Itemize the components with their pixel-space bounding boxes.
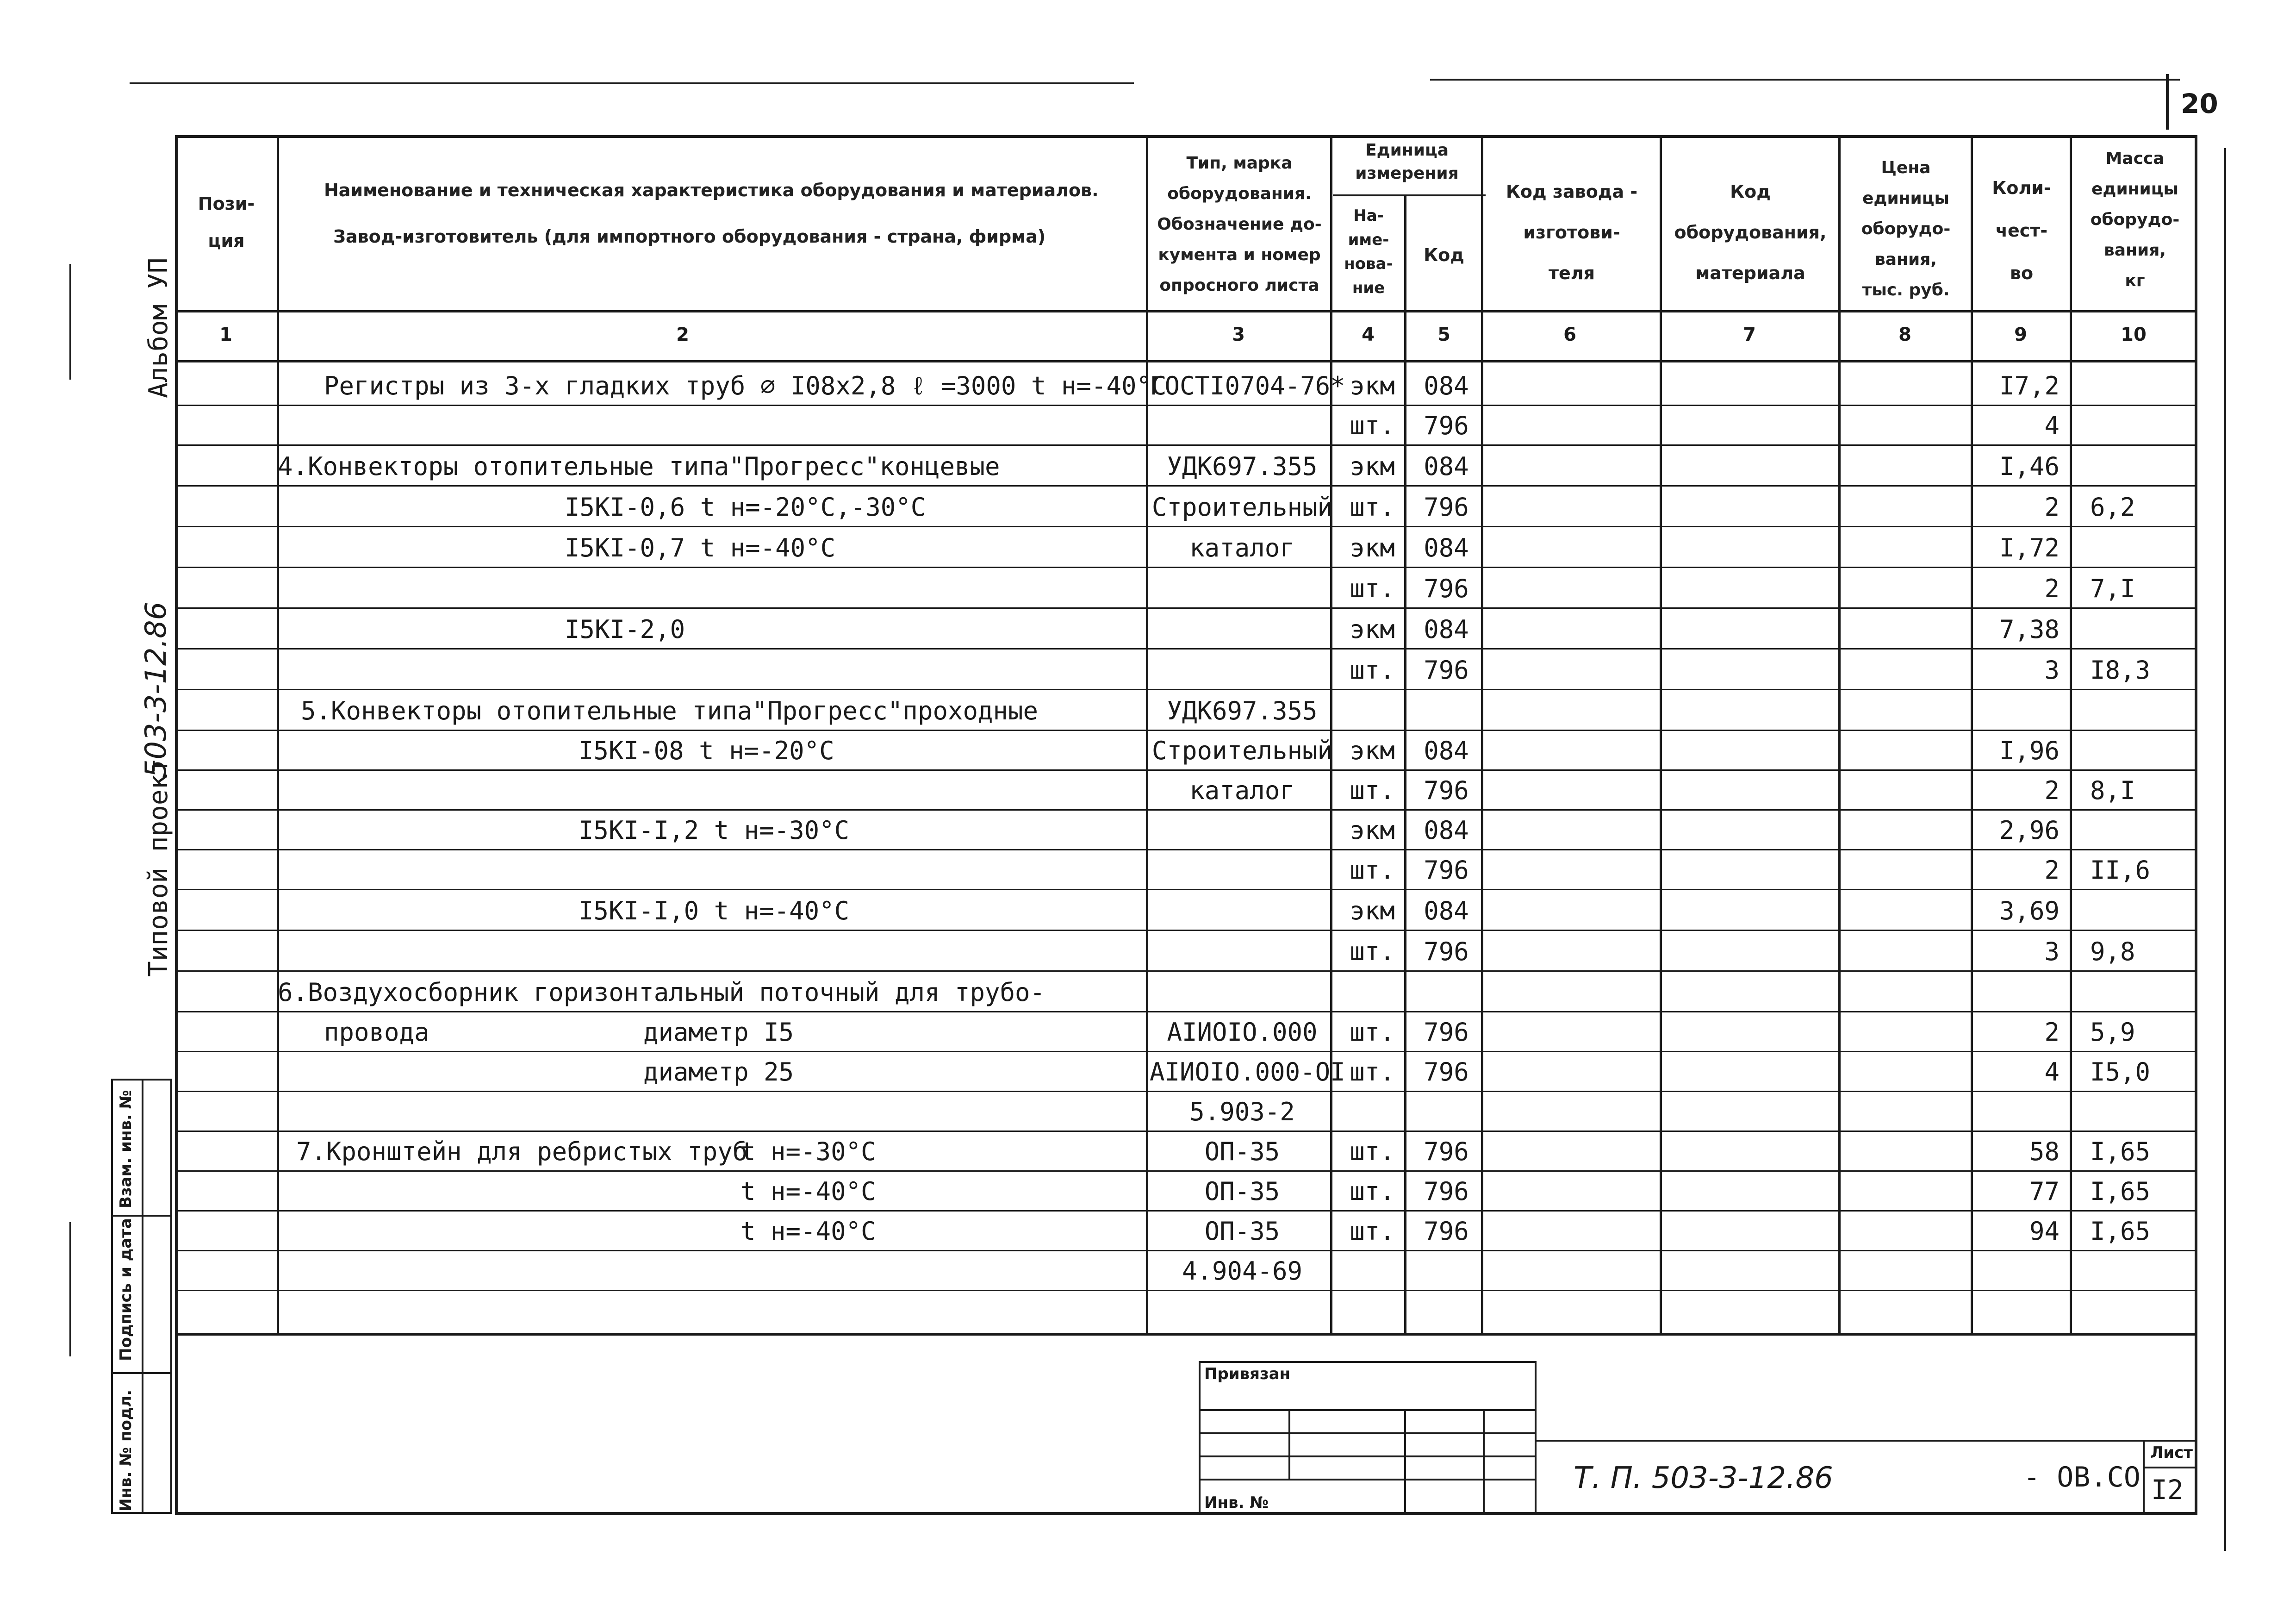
item-unit-code: 796	[1424, 1177, 1469, 1206]
item-mass: I8,3	[2090, 656, 2151, 685]
table-row	[0, 1218, 2296, 1258]
item-unit-name: шт.	[1350, 1137, 1395, 1166]
item-unit-name: экм	[1350, 736, 1395, 765]
item-document: ОП-35	[1204, 1137, 1280, 1166]
table-row	[0, 616, 2296, 656]
item-mass: 9,8	[2090, 937, 2135, 966]
item-unit-code: 796	[1424, 776, 1469, 805]
unit-subheader-rule	[1333, 194, 1486, 196]
table-row	[0, 697, 2296, 738]
item-document: 5.903-2	[1189, 1097, 1295, 1126]
item-quantity: 4	[2044, 411, 2060, 440]
item-unit-code: 796	[1424, 856, 1469, 885]
header-price: Цена единицы оборудо- вания, тыс. руб.	[1861, 158, 1951, 300]
item-quantity: 2,96	[1999, 816, 2060, 845]
table-row	[0, 372, 2296, 413]
item-document: УДК697.355	[1167, 696, 1318, 725]
title-block-rule	[1537, 1440, 2197, 1442]
table-row	[0, 1058, 2296, 1099]
table-row	[0, 1178, 2296, 1218]
item-quantity: I,72	[1999, 533, 2060, 562]
item-unit-code: 084	[1424, 896, 1469, 925]
item-name: провода	[324, 1018, 429, 1047]
colnum-1: 1	[219, 324, 232, 345]
item-mass: 8,I	[2090, 776, 2135, 805]
item-name: 6.Воздухосборник горизонтальный поточный для трубо-	[278, 978, 1045, 1007]
item-mass: II,6	[2090, 856, 2151, 885]
header-unit-name: На- име- нова- ние	[1344, 206, 1393, 297]
item-document: каталог	[1189, 533, 1295, 562]
item-quantity: 2	[2044, 574, 2060, 603]
header-unit-code: Код	[1424, 245, 1464, 265]
table-row	[0, 534, 2296, 575]
item-quantity: 2	[2044, 1018, 2060, 1047]
item-unit-code: 796	[1424, 1018, 1469, 1047]
table-row	[0, 656, 2296, 697]
item-quantity: I7,2	[1999, 371, 2060, 400]
item-mass: I,65	[2090, 1217, 2151, 1246]
item-unit-name: шт.	[1350, 574, 1395, 603]
item-document: ОП-35	[1204, 1217, 1280, 1246]
item-document: Строительный	[1151, 736, 1333, 765]
colnum-8: 8	[1898, 324, 1911, 345]
item-unit-name: шт.	[1350, 937, 1395, 966]
table-row	[0, 453, 2296, 493]
table-row	[0, 938, 2296, 979]
document-suffix: - ОВ.СО	[2023, 1461, 2140, 1493]
header-position: Пози- ция	[198, 194, 255, 251]
item-mass: I5,0	[2090, 1057, 2151, 1087]
header-factory-code: Код завода - изготови- теля	[1506, 181, 1638, 283]
item-name: 7.Кронштейн для ребристых труб	[296, 1137, 748, 1166]
table-row	[0, 777, 2296, 818]
item-name: I5KI-0,7 t н=-40°С	[565, 533, 836, 562]
table-row	[0, 897, 2296, 938]
item-quantity: 3	[2044, 656, 2060, 685]
bound-stamp	[1199, 1361, 1537, 1514]
colnum-6: 6	[1563, 324, 1576, 345]
colnum-2: 2	[676, 324, 689, 345]
header-equipment-code: Код оборудования, материала	[1674, 181, 1827, 283]
item-name: 5.Конвекторы отопительные типа"Прогресс"проходные	[301, 696, 1039, 725]
header-mass: Масса единицы оборудо- вания, кг	[2090, 149, 2180, 290]
item-mass: I,65	[2090, 1137, 2151, 1166]
item-document: ОП-35	[1204, 1177, 1280, 1206]
item-name: I5KI-I,2 t н=-30°С	[579, 816, 850, 845]
table-row	[0, 493, 2296, 534]
header-bottom-rule	[175, 310, 2197, 312]
item-name: I5KI-2,0	[565, 615, 685, 644]
stamp-label-replace: Взам. инв. №	[117, 1090, 135, 1208]
table-row	[0, 412, 2296, 453]
item-unit-code: 796	[1424, 493, 1469, 522]
item-unit-code: 084	[1424, 816, 1469, 845]
item-unit-code: 084	[1424, 371, 1469, 400]
item-unit-name: экм	[1350, 533, 1395, 562]
table-row	[0, 817, 2296, 857]
item-unit-code: 084	[1424, 452, 1469, 481]
colnum-5: 5	[1437, 324, 1450, 345]
item-unit-code: 796	[1424, 937, 1469, 966]
item-unit-code: 084	[1424, 615, 1469, 644]
item-unit-name: экм	[1350, 452, 1395, 481]
album-label: Альбом УП	[143, 257, 174, 398]
item-unit-name: шт.	[1350, 1057, 1395, 1087]
item-quantity: 2	[2044, 856, 2060, 885]
item-unit-name: шт.	[1350, 1177, 1395, 1206]
item-quantity: 3	[2044, 937, 2060, 966]
item-quantity: 3,69	[1999, 896, 2060, 925]
item-document: AIИOIO.000-OI	[1150, 1057, 1345, 1087]
colnum-4: 4	[1362, 324, 1375, 345]
table-row	[0, 575, 2296, 616]
header-name-line1: Наименование и техническая характеристика оборудования и материалов.	[324, 180, 1099, 200]
item-quantity: 77	[2029, 1177, 2060, 1206]
colnum-7: 7	[1743, 324, 1756, 345]
item-name-detail: t н=-30°С	[740, 1137, 876, 1166]
colnum-bottom-rule	[175, 360, 2197, 362]
table-bottom-rule	[175, 1333, 2197, 1336]
page-number-divider	[2166, 74, 2169, 130]
item-name: Регистры из 3-х гладких труб ∅ I08x2,8 ℓ =3000 t н=-40°С	[324, 371, 1167, 400]
page-number: 20	[2181, 88, 2218, 119]
sheet-number: I2	[2151, 1474, 2184, 1505]
item-unit-code: 084	[1424, 533, 1469, 562]
item-unit-code: 796	[1424, 411, 1469, 440]
header-unit: Единица измерения	[1355, 141, 1459, 183]
item-unit-name: шт.	[1350, 411, 1395, 440]
colnum-3: 3	[1232, 324, 1245, 345]
item-unit-name: шт.	[1350, 656, 1395, 685]
table-row	[0, 856, 2296, 897]
item-unit-name: шт.	[1350, 1018, 1395, 1047]
document-code: Т. П. 503-3-12.86	[1574, 1461, 1833, 1495]
item-name: I5KI-08 t н=-20°С	[579, 736, 834, 765]
item-unit-code: 796	[1424, 574, 1469, 603]
item-quantity: I,96	[1999, 736, 2060, 765]
stamp-label-inv: Инв. № подл.	[117, 1389, 135, 1512]
item-name: 4.Конвекторы отопительные типа"Прогресс"концевые	[278, 452, 1000, 481]
inv-label: Инв. №	[1204, 1493, 1269, 1512]
item-document: УДК697.355	[1167, 452, 1318, 481]
item-quantity: 7,38	[1999, 615, 2060, 644]
item-unit-name: экм	[1350, 615, 1395, 644]
item-unit-code: 796	[1424, 1057, 1469, 1087]
item-unit-code: 796	[1424, 656, 1469, 685]
top-rule-left	[130, 82, 1134, 84]
item-unit-code: 084	[1424, 736, 1469, 765]
header-name-line2: Завод-изготовитель (для импортного оборудования - страна, фирма)	[333, 226, 1046, 247]
table-row	[0, 1257, 2296, 1298]
item-quantity: 4	[2044, 1057, 2060, 1087]
margin-tick-top	[69, 264, 71, 380]
header-type-doc: Тип, марка оборудования. Обозначение до- кумента и номер опросного листа	[1157, 154, 1322, 295]
item-quantity: 2	[2044, 776, 2060, 805]
item-mass: 5,9	[2090, 1018, 2135, 1047]
item-unit-name: экм	[1350, 371, 1395, 400]
project-prefix-label: Типовой проект	[143, 758, 174, 977]
item-name: I5KI-0,6 t н=-20°С,-30°С	[565, 493, 926, 522]
item-name-detail: t н=-40°С	[740, 1217, 876, 1246]
item-unit-code: 796	[1424, 1217, 1469, 1246]
header-quantity: Коли- чест- во	[1992, 178, 2051, 283]
item-mass: 6,2	[2090, 493, 2135, 522]
table-row	[0, 1098, 2296, 1139]
item-mass: I,65	[2090, 1177, 2151, 1206]
item-unit-name: шт.	[1350, 776, 1395, 805]
item-name-detail: диаметр 25	[643, 1057, 794, 1087]
item-quantity: 94	[2029, 1217, 2060, 1246]
item-document: Строительный	[1151, 493, 1333, 522]
item-document: AIИOIO.000	[1167, 1018, 1318, 1047]
item-name-detail: диаметр I5	[643, 1018, 794, 1047]
item-unit-code: 796	[1424, 1137, 1469, 1166]
item-quantity: 2	[2044, 493, 2060, 522]
colnum-9: 9	[2014, 324, 2027, 345]
item-quantity: 58	[2029, 1137, 2060, 1166]
item-unit-name: экм	[1350, 896, 1395, 925]
bound-label: Привязан	[1204, 1365, 1291, 1383]
item-document: ГОСТI0704-76*	[1150, 371, 1345, 400]
top-rule-right	[1430, 79, 2180, 81]
item-document: каталог	[1189, 776, 1295, 805]
item-unit-name: шт.	[1350, 493, 1395, 522]
item-unit-name: шт.	[1350, 1217, 1395, 1246]
sheet-label: Лист	[2150, 1443, 2193, 1462]
table-row	[0, 979, 2296, 1019]
item-unit-name: экм	[1350, 816, 1395, 845]
project-code-handwritten: 503-3-12.86	[139, 601, 173, 778]
item-quantity: I,46	[1999, 452, 2060, 481]
table-row	[0, 1138, 2296, 1179]
item-name: I5KI-I,0 t н=-40°С	[579, 896, 850, 925]
item-document: 4.904-69	[1182, 1256, 1303, 1286]
table-row	[0, 737, 2296, 778]
item-unit-name: шт.	[1350, 856, 1395, 885]
colnum-10: 10	[2121, 324, 2147, 345]
item-name-detail: t н=-40°С	[740, 1177, 876, 1206]
item-mass: 7,I	[2090, 574, 2135, 603]
table-row	[0, 1018, 2296, 1059]
stamp-label-sign: Подпись и дата	[117, 1218, 135, 1361]
